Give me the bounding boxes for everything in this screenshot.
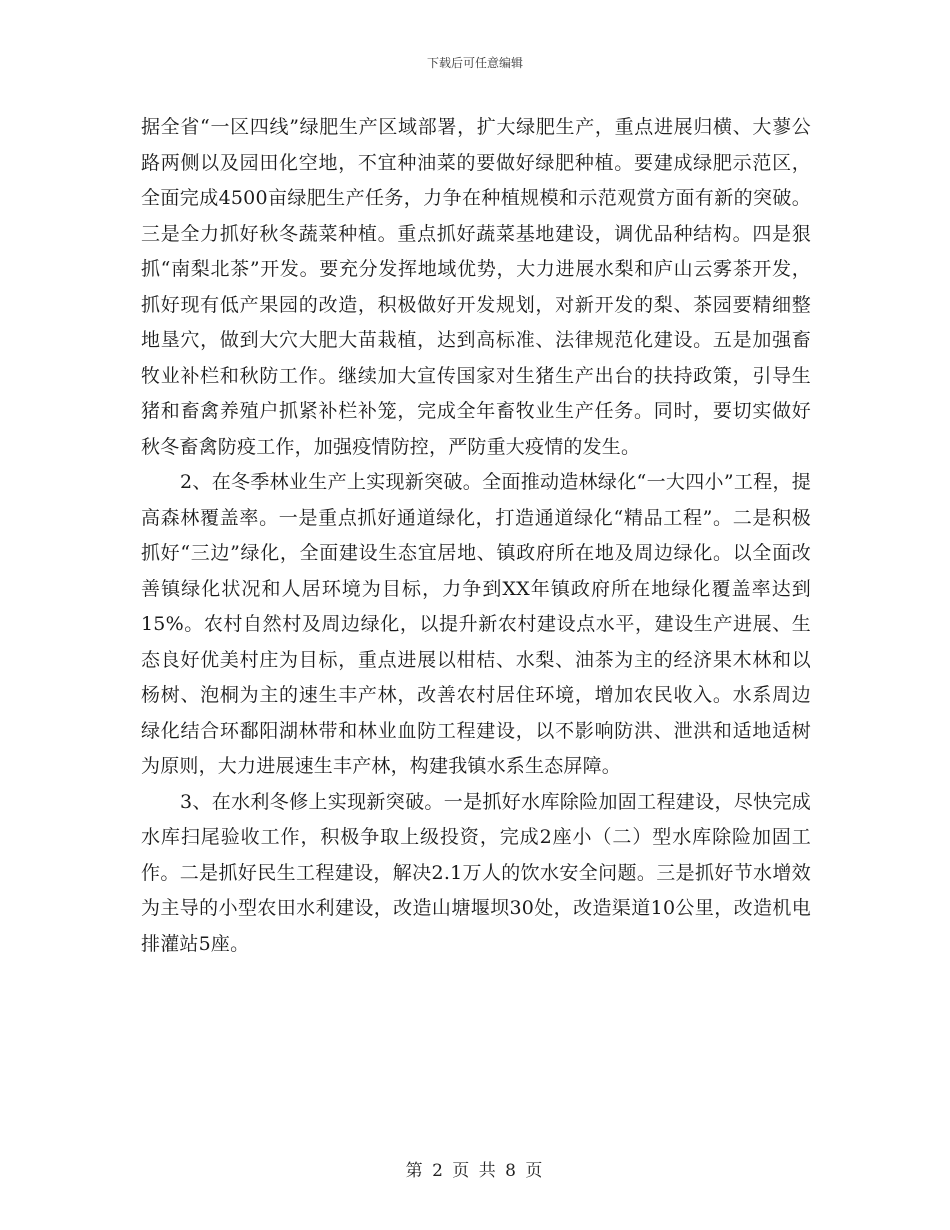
paragraph-1: 据全省“一区四线”绿肥生产区域部署，扩大绿肥生产，重点进展归横、大蓼公路两侧以及园田化空地，不宜种油菜的要做好绿肥种植。要建成绿肥示范区，全面完成4500亩绿肥生产任务，力争在种植规模和示范观赏方面有新的突破。三是全力抓好秋冬蔬菜种植。重点抓好蔬菜基地建设，调优品种结构。四是狠抓“南梨北茶”开发。要充分发挥地域优势，大力进展水梨和庐山云雾茶开发，抓好现有低产果园的改造，积极做好开发规划，对新开发的梨、茶园要精细整地垦穴，做到大穴大肥大苗栽植，达到高标准、法律规范化建设。五是加强畜牧业补栏和秋防工作。继续加大宣传国家对生猪生产出台的扶持政策，引导生猪和畜禽养殖户抓紧补栏补笼，完成全年畜牧业生产任务。同时，要切实做好秋冬畜禽防疫工作，加强疫情防控，严防重大疫情的发生。: [141, 116, 811, 458]
page-number: 第 2 页 共 8 页: [405, 1161, 545, 1181]
paragraph-2: 2、在冬季林业生产上实现新突破。全面推动造林绿化“一大四小”工程，提高森林覆盖率。一是重点抓好通道绿化，打造通道绿化“精品工程”。二是积极抓好“三边”绿化，全面建设生态宜居地、镇政府所在地及周边绿化。以全面改善镇绿化状况和人居环境为目标，力争到XX年镇政府所在地绿化覆盖率达到15%。农村自然村及周边绿化，以提升新农村建设点水平，建设生产进展、生态良好优美村庄为目标，重点进展以柑桔、水梨、油茶为主的经济果木林和以杨树、泡桐为主的速生丰产林，改善农村居住环境，增加农民收入。水系周边绿化结合环鄱阳湖林带和林业血防工程建设，以不影响防洪、泄洪和适地适树为原则，大力进展速生丰产林，构建我镇水系生态屏障。: [141, 471, 811, 777]
document-body: [141, 110, 811, 962]
page-header-note: 下载后可任意编辑: [426, 56, 523, 70]
paragraph-3: 3、在水利冬修上实现新突破。一是抓好水库除险加固工程建设，尽快完成水库扫尾验收工作，积极争取上级投资，完成2座小（二）型水库除险加固工作。二是抓好民生工程建设，解决2.1万人的饮水安全问题。三是抓好节水增效为主导的小型农田水利建设，改造山塘堰坝30处，改造渠道10公里，改造机电排灌站5座。: [141, 790, 811, 955]
